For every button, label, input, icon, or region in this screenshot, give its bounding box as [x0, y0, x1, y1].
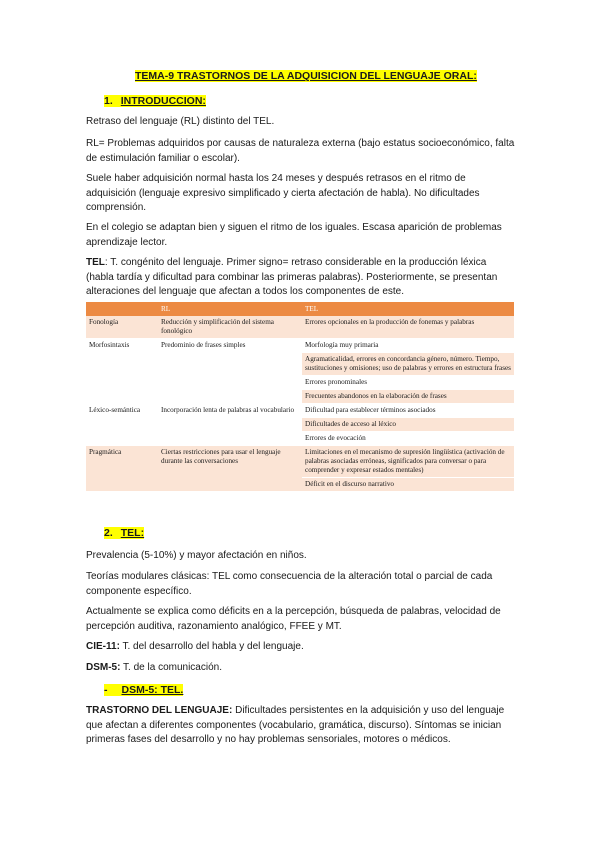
cie11-term: CIE-11:: [86, 641, 120, 652]
paragraph-teorias: Teorías modulares clásicas: TEL como consecuencia de la alteración total o parcial de cada componente específico.: [86, 571, 493, 597]
paragraph-rl-intro: Retraso del lenguaje (RL) distinto del TEL.: [86, 116, 275, 127]
section-heading-dsm5-tel: [104, 684, 183, 696]
section-label: DSM-5: TEL.: [121, 684, 184, 696]
table-row-pragmatica: [86, 446, 514, 478]
trastorno-term: TRASTORNO DEL LENGUAJE:: [86, 705, 233, 716]
dsm5-text: T. de la comunicación.: [120, 662, 222, 673]
paragraph-tel-definition: [86, 256, 516, 300]
section-number: 2.: [104, 527, 113, 539]
table-header-tel: TEL: [302, 302, 514, 316]
section-bullet: -: [104, 684, 108, 696]
comparison-table: [86, 302, 514, 492]
table-header-rl: RL: [158, 302, 302, 316]
section-label: INTRODUCCION:: [120, 95, 206, 107]
table-cell-tel: Déficit en el discurso narrativo: [302, 478, 514, 492]
section-number: 1.: [104, 95, 113, 107]
tel-term: TEL: [86, 257, 105, 268]
section-label: TEL:: [120, 527, 145, 539]
table-cell-rl: Reducción y simplificación del sistema fonológico: [158, 316, 302, 339]
table-cell-tel: Errores opcionales en la producción de fonemas y palabras: [302, 316, 514, 339]
table-cell-tel: Dificultades de acceso al léxico: [302, 418, 514, 432]
table-cell-rl: Ciertas restricciones para usar el lenguaje durante las conversaciones: [158, 446, 302, 492]
table-cell-category: Pragmática: [86, 446, 158, 492]
paragraph-rl-definition: RL= Problemas adquiridos por causas de naturaleza externa (bajo estatus socioeconómico, falta de estimulación familiar o escolar).: [86, 138, 515, 164]
table-cell-rl: Predominio de frases simples: [158, 339, 302, 404]
paragraph-adquisicion: Suele haber adquisición normal hasta los 24 meses y después retrasos en el ritmo de adquisición (lenguaje expresivo simplificado y cierta afectación de habla). No dificultades comprensión.: [86, 173, 480, 213]
table-cell-tel: Errores de evocación: [302, 432, 514, 446]
table-cell-tel: Morfología muy primaria: [302, 339, 514, 353]
paragraph-actualmente: Actualmente se explica como déficits en a la percepción, búsqueda de palabras, velocidad de percepción auditiva, razonamiento analógico, FFEE y MT.: [86, 606, 501, 632]
trastorno-text: Dificultades persistentes en la adquisición y uso del lenguaje que afectan a diferentes componentes (vocabulario, gramática, discurso). Síntomas se inician primeras fases del desarrollo y no hay problemas sensoriales, motores o médicos.: [86, 705, 505, 745]
paragraph-prevalencia: Prevalencia (5-10%) y mayor afectación en niños.: [86, 550, 307, 561]
table-cell-rl: Incorporación lenta de palabras al vocabulario: [158, 404, 302, 446]
paragraph-dsm5: [86, 661, 516, 676]
paragraph-colegio: En el colegio se adaptan bien y siguen el ritmo de los iguales. Escasa aparición de problemas aprendizaje lector.: [86, 222, 502, 248]
document-title: TEMA-9 TRASTORNOS DE LA ADQUISICION DEL LENGUAJE ORAL:: [135, 70, 477, 82]
paragraph-cie11: [86, 640, 516, 655]
table-row-fonologia: [86, 316, 514, 339]
cie11-text: T. del desarrollo del habla y del lenguaje.: [119, 641, 304, 652]
table-cell-category: Fonología: [86, 316, 158, 339]
paragraph-trastorno-lenguaje: [86, 704, 516, 748]
table-cell-tel: Frecuentes abandonos en la elaboración de frases: [302, 390, 514, 404]
tel-definition-text: : T. congénito del lenguaje. Primer signo= retraso considerable en la producción léxica (habla tardía y dificultad para combinar las primeras palabras). Posteriormente, se presentan alteraciones del lenguaje que afectan a todos los componentes de este.: [86, 257, 498, 297]
table-cell-category: Léxico-semántica: [86, 404, 158, 446]
table-cell-tel: Agramaticalidad, errores en concordancia género, número. Tiempo, sustituciones y omisiones; uso de palabras y errores en estructura frases: [302, 353, 514, 376]
table-header-empty: [86, 302, 158, 316]
table-row-morfosintaxis: [86, 339, 514, 353]
table-row-lexico: [86, 404, 514, 418]
table-cell-tel: Limitaciones en el mecanismo de supresión lingüística (activación de palabras asociadas erróneas, significados para conversar o para comprender y expresar estados mentales): [302, 446, 514, 478]
table-cell-tel: Errores pronominales: [302, 376, 514, 390]
table-cell-tel: Dificultad para establecer términos asociados: [302, 404, 514, 418]
section-heading-introduccion: [104, 95, 206, 107]
dsm5-term: DSM-5:: [86, 662, 121, 673]
table-header-row: [86, 302, 514, 316]
table-cell-category: Morfosintaxis: [86, 339, 158, 404]
section-heading-tel: [104, 527, 144, 539]
